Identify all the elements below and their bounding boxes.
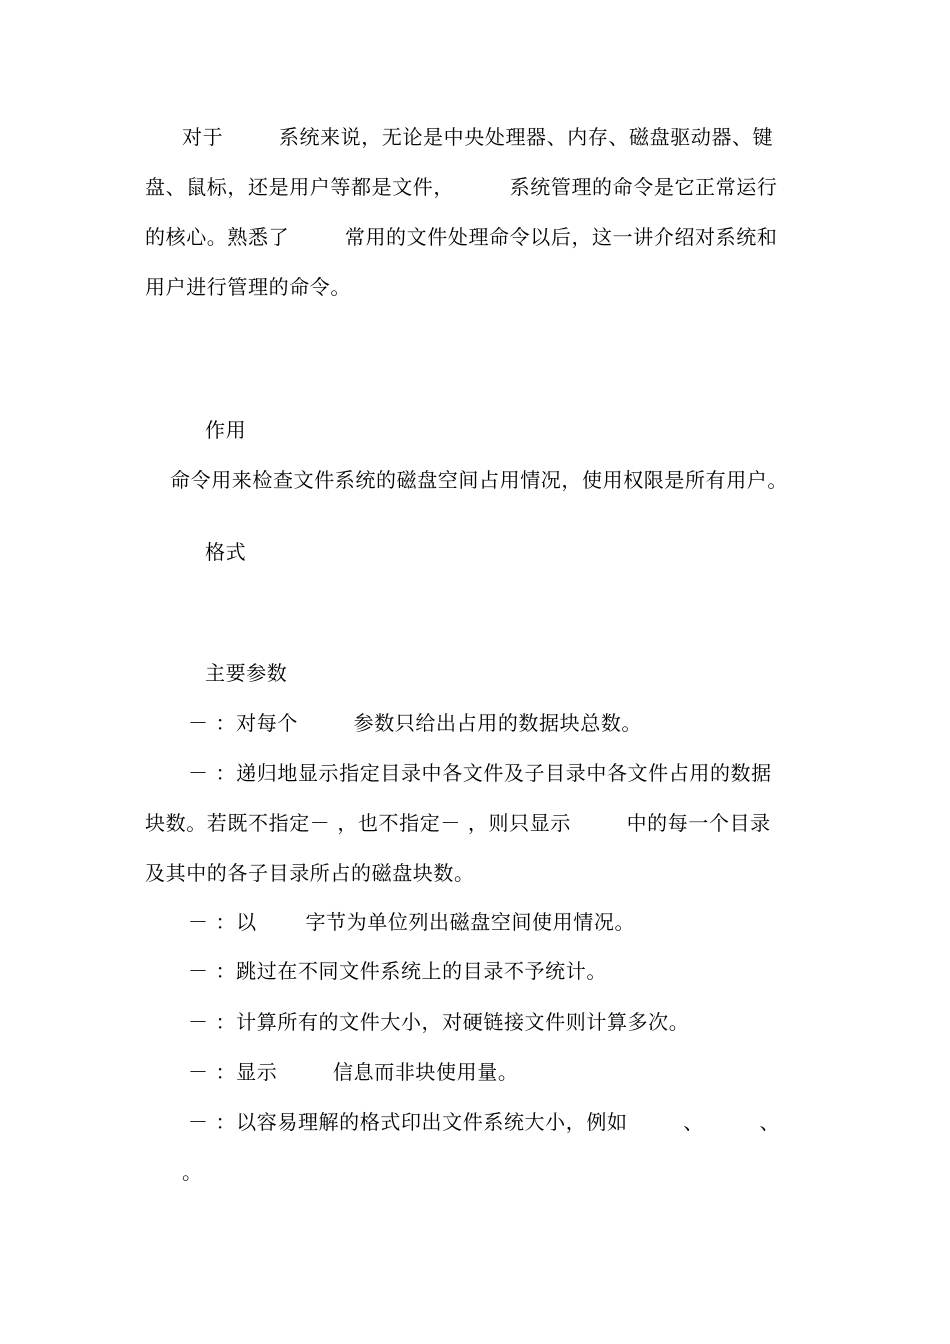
- intro-line-2: 盘、鼠标，还是用户等都是文件， 系统管理的命令是它正常运行: [145, 175, 778, 199]
- param-item-4: － ：跳过在不同文件系统上的目录不予统计。: [188, 959, 607, 983]
- param-item-7-line-1: － ：以容易理解的格式印出文件系统大小，例如 、 、: [188, 1110, 781, 1134]
- param-item-2-line-3: 及其中的各子目录所占的磁盘块数。: [145, 861, 475, 885]
- purpose-heading: 作用: [205, 418, 247, 442]
- param-item-2-line-2: 块数。若既不指定－ ，也不指定－ ，则只显示 中的每一个目录: [145, 811, 771, 835]
- param-item-6: － ：显示 信息而非块使用量。: [188, 1060, 519, 1084]
- intro-line-4: 用户进行管理的命令。: [145, 275, 351, 299]
- param-item-7-line-2: 。: [182, 1160, 203, 1184]
- param-item-3: － ：以 字节为单位列出磁盘空间使用情况。: [188, 910, 636, 934]
- param-item-5: － ：计算所有的文件大小，对硬链接文件则计算多次。: [188, 1010, 690, 1034]
- format-heading: 格式: [205, 540, 247, 564]
- intro-line-1: 对于 系统来说，无论是中央处理器、内存、磁盘驱动器、键: [182, 125, 774, 149]
- intro-line-3: 的核心。熟悉了 常用的文件处理命令以后，这一讲介绍对系统和: [145, 225, 778, 249]
- params-heading: 主要参数: [205, 661, 288, 685]
- param-item-2-line-1: － ：递归地显示指定目录中各文件及子目录中各文件占用的数据: [188, 761, 772, 785]
- purpose-text: 命令用来检查文件系统的磁盘空间占用情况，使用权限是所有用户。: [170, 468, 788, 492]
- param-item-1: － ：对每个 参数只给出占用的数据块总数。: [188, 711, 643, 735]
